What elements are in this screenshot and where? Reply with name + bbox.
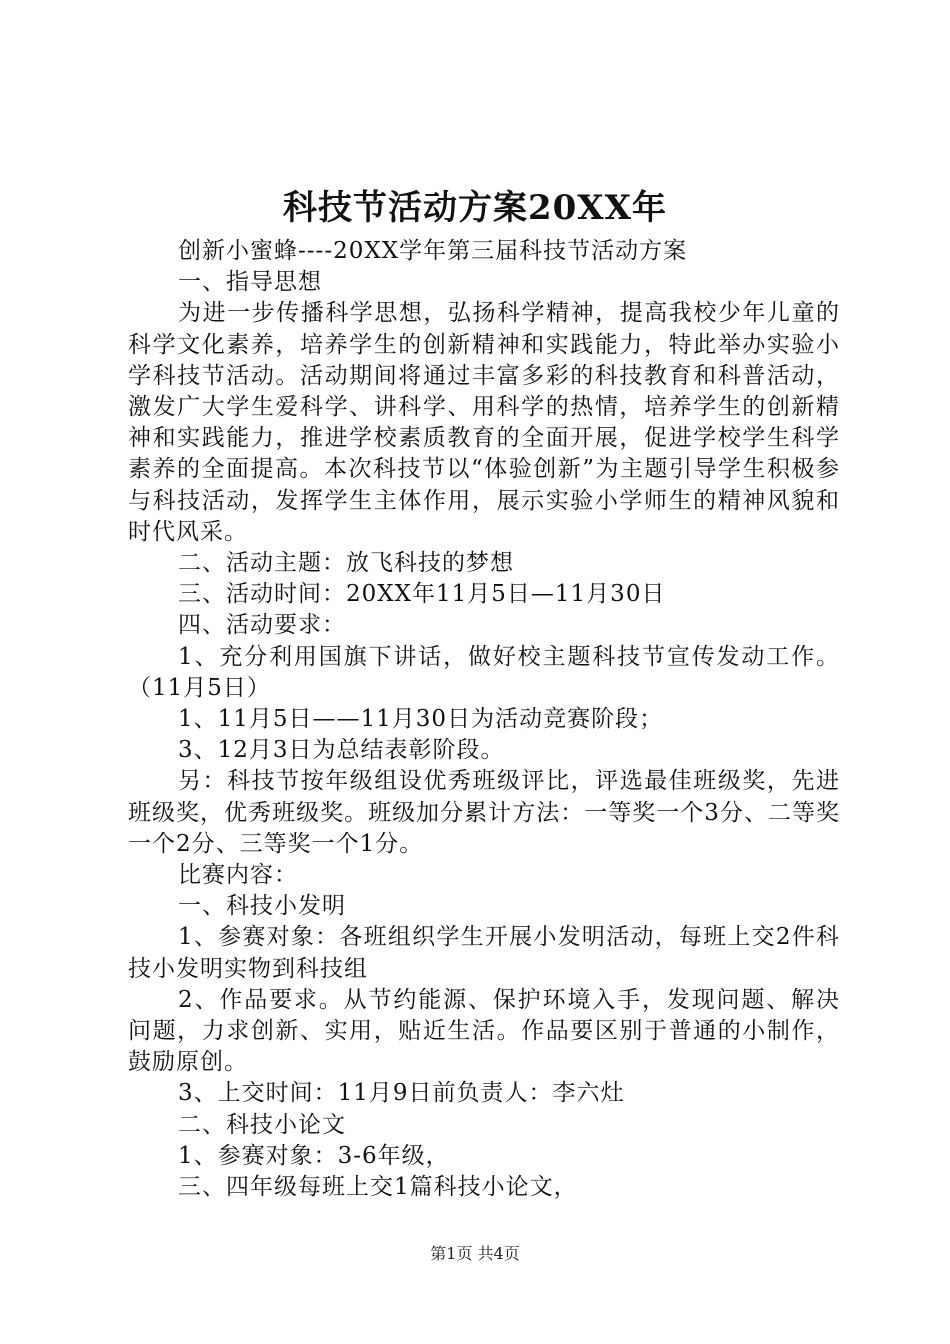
paragraph-guiding-ideology: 为进一步传播科学思想，弘扬科学精神，提高我校少年儿童的科学文化素养，培养学生的创新精神和实践能力，特此举办实验小学科技节活动。活动期间将通过丰富多彩的科技教育和科普活动，激发广大学生爱科学、讲科学、用科学的热情，培养学生的创新精神和实践能力，推进学校素质教育的全面开展，促进学校学生科学素养的全面提高。本次科技节以“体验创新”为主题引导学生积极参与科技活动，发挥学生主体作用，展示实验小学师生的精神风貌和时代风采。 — [128, 300, 840, 545]
section-activity-theme: 二、活动主题：放飞科技的梦想 — [178, 550, 514, 577]
paper-item: 三、四年级每班上交1篇科技小论文， — [178, 1174, 578, 1201]
section-heading-contest-content: 比赛内容： — [178, 862, 298, 889]
section-heading-requirements: 四、活动要求： — [178, 612, 346, 639]
paragraph-class-evaluation: 另：科技节按年级组设优秀班级评比，评选最佳班级奖，先进班级奖，优秀班级奖。班级加分累计方法：一等奖一个3分、二等奖一个2分、三等奖一个1分。 — [128, 768, 840, 857]
subsection-heading-paper: 二、科技小论文 — [178, 1111, 346, 1138]
subsection-heading-invention: 一、科技小发明 — [178, 893, 346, 920]
section-activity-time: 三、活动时间：20XX年11月5日—11月30日 — [178, 581, 666, 608]
requirement-item: 3、12月3日为总结表彰阶段。 — [178, 737, 505, 764]
requirement-item: 1、充分利用国旗下讲话，做好校主题科技节宣传发动工作。（11月5日） — [128, 643, 840, 701]
requirement-item: 1、11月5日——11月30日为活动竞赛阶段； — [178, 706, 664, 733]
section-heading-guiding-ideology: 一、指导思想 — [178, 269, 322, 296]
invention-item: 2、作品要求。从节约能源、保护环境入手，发现问题、解决问题，力求创新、实用，贴近生活。作品要区别于普通的小制作，鼓励原创。 — [128, 986, 840, 1076]
document-body — [128, 236, 840, 1203]
subtitle-line: 创新小蜜蜂----20XX学年第三届科技节活动方案 — [178, 238, 688, 264]
paper-item: 1、参赛对象：3-6年级， — [178, 1142, 450, 1169]
page-number-footer: 第1页 共4页 — [430, 1244, 520, 1263]
invention-item: 3、上交时间：11月9日前负责人：李六灶 — [178, 1080, 625, 1107]
invention-item: 1、参赛对象：各班组织学生开展小发明活动，每班上交2件科技小发明实物到科技组 — [128, 924, 840, 982]
document-title: 科技节活动方案20XX年 — [282, 188, 668, 228]
